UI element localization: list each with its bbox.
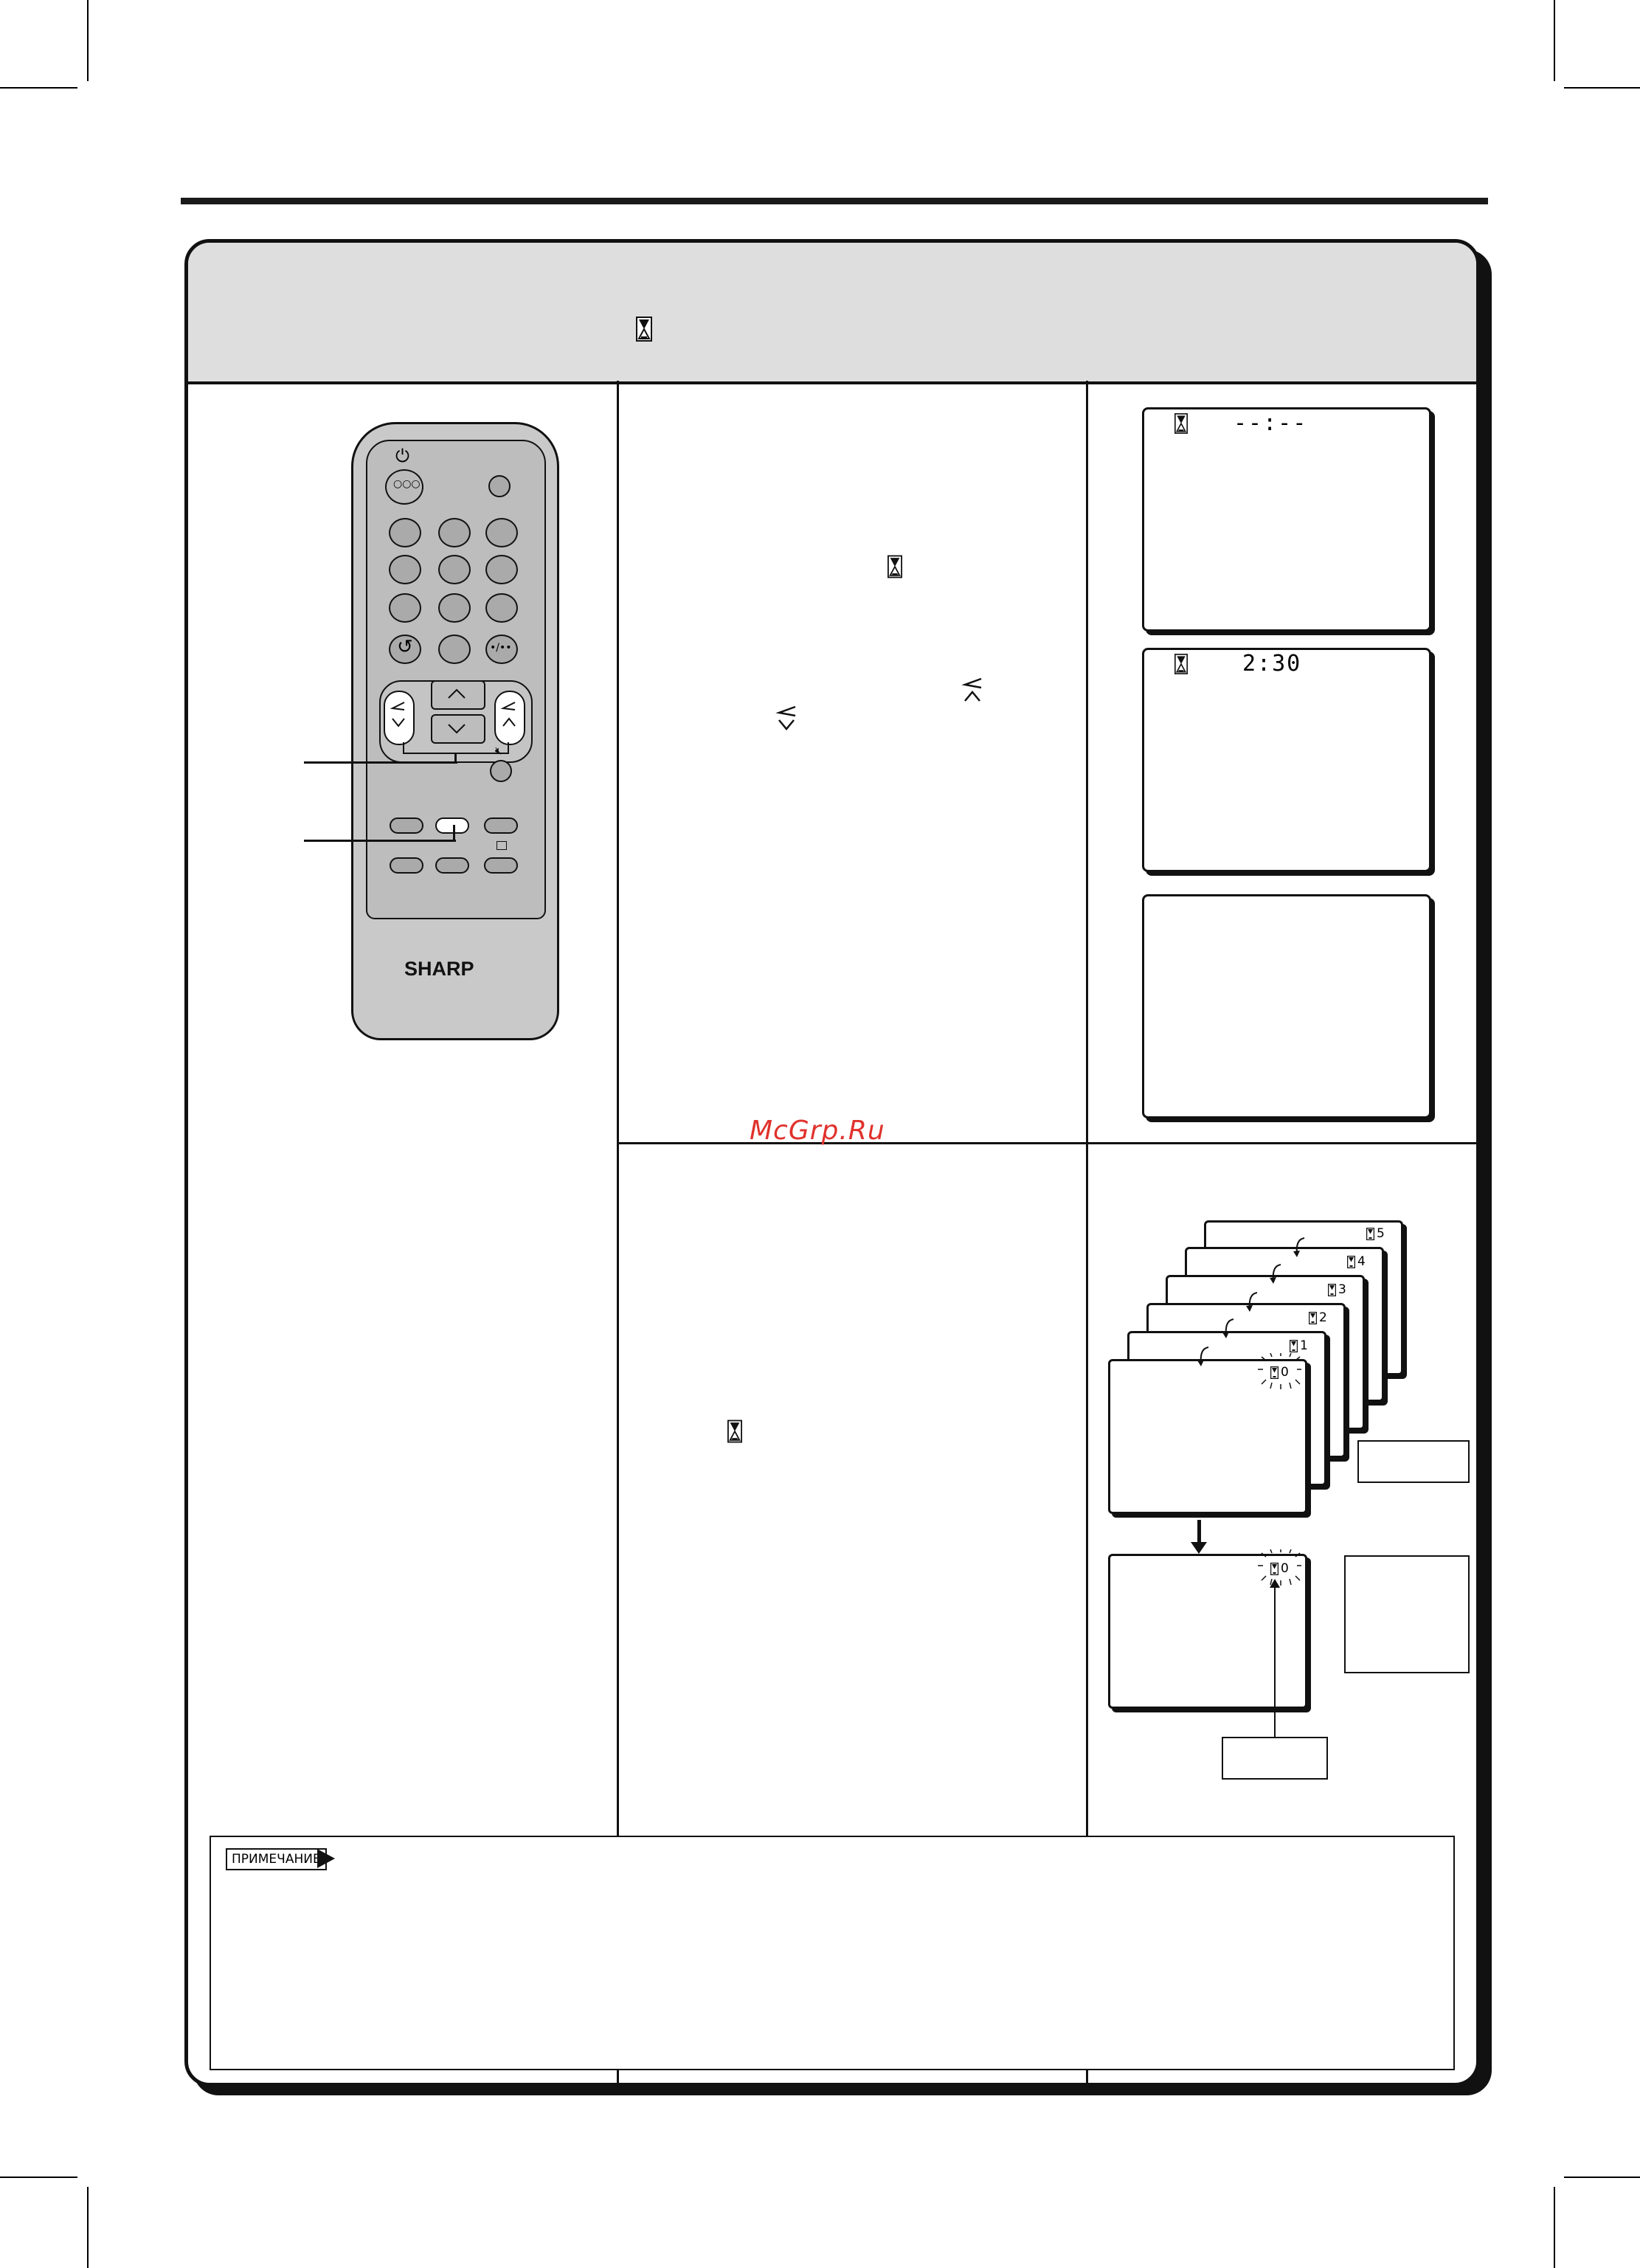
note-arrow-icon [317,1849,335,1868]
volume-down-icon [775,704,798,732]
function-button[interactable] [390,857,423,874]
crop-mark [1564,2177,1640,2178]
crop-mark [0,2177,77,2178]
number-button[interactable] [485,518,518,547]
digit-mode-icon: •/•• [490,642,512,654]
brand-logo: SHARP [404,958,474,980]
volume-up-icon [961,676,984,704]
channel-down-icon [446,722,468,736]
power-button-dots: ○○○ [393,478,421,490]
callout-line [304,840,456,842]
screen-icon [497,841,507,850]
label-box [1344,1555,1470,1673]
blink-rays [1256,1353,1303,1390]
volume-up-icon [500,699,518,733]
label-box [1222,1737,1328,1780]
hourglass-icon [1347,1256,1355,1268]
timer-count: 2 [1319,1310,1327,1325]
timer-count: 5 [1377,1226,1385,1241]
callout-line [304,761,457,764]
remote-face [366,440,546,919]
mute-icon: 🔇︎ [495,745,502,757]
hourglass-icon [1174,654,1188,674]
osd-screen [1142,894,1431,1119]
label-box [1357,1440,1470,1483]
hourglass-icon [1309,1312,1317,1324]
flashback-icon: ↺ [397,636,413,658]
crop-mark [1554,2187,1555,2268]
crop-mark [1554,0,1555,81]
crop-mark [0,87,77,89]
sleep-button[interactable] [435,817,469,834]
volume-down-icon [390,699,407,733]
power-label: ⏻ [395,446,409,466]
timer-count: 0 [1281,1561,1289,1576]
row-divider [618,1142,1478,1144]
column-divider [617,381,619,2085]
crop-mark [1564,87,1640,89]
timer-count: 0 [1281,1365,1289,1380]
osd-screen [1142,648,1431,872]
callout-line [453,825,455,841]
arrow-icon [1195,1346,1211,1368]
function-button[interactable] [435,857,469,874]
arrow-icon [1291,1237,1307,1259]
number-button[interactable] [485,593,518,623]
note-tag: ПРИМЕЧАНИЕ [226,1848,327,1870]
arrow-icon [1244,1291,1260,1313]
number-button[interactable] [438,635,471,664]
hourglass-icon [1328,1284,1336,1296]
number-button[interactable] [438,593,471,623]
pointer-arrowhead [1270,1579,1280,1588]
pointer-line [1274,1585,1276,1737]
function-button[interactable] [484,857,518,874]
osd-screen [1142,407,1431,632]
number-button[interactable] [485,555,518,584]
number-button[interactable] [438,518,471,547]
function-button[interactable] [390,817,423,834]
mute-button[interactable] [490,760,512,782]
timer-count: 1 [1300,1338,1308,1353]
number-button[interactable] [438,555,471,584]
channel-up-icon [446,686,468,701]
function-button[interactable] [484,817,518,834]
arrow-icon [1267,1263,1284,1285]
osd-time: 2:30 [1242,651,1302,677]
watermark: McGrp.Ru [750,1116,885,1146]
top-rule [181,198,1488,204]
hourglass-icon [888,555,902,578]
hourglass-icon [1366,1228,1374,1240]
number-button[interactable] [389,593,421,623]
down-arrow-shaft [1197,1520,1201,1543]
arrow-icon [1220,1318,1236,1340]
crop-mark [87,0,89,81]
hourglass-icon [1174,413,1188,434]
callout-line [454,753,457,763]
hourglass-icon [636,317,652,342]
timer-count: 4 [1357,1254,1366,1269]
hourglass-icon [1290,1340,1298,1352]
hourglass-icon [727,1420,742,1443]
column-divider [1086,381,1088,2085]
note-frame [210,1836,1455,2070]
timer-count: 3 [1338,1282,1346,1297]
number-button[interactable] [389,555,421,584]
number-button[interactable] [389,518,421,547]
down-arrow-icon [1191,1542,1207,1554]
round-button[interactable] [488,475,511,497]
crop-mark [87,2187,89,2268]
osd-time: --:-- [1234,410,1308,436]
panel-header [188,243,1476,384]
